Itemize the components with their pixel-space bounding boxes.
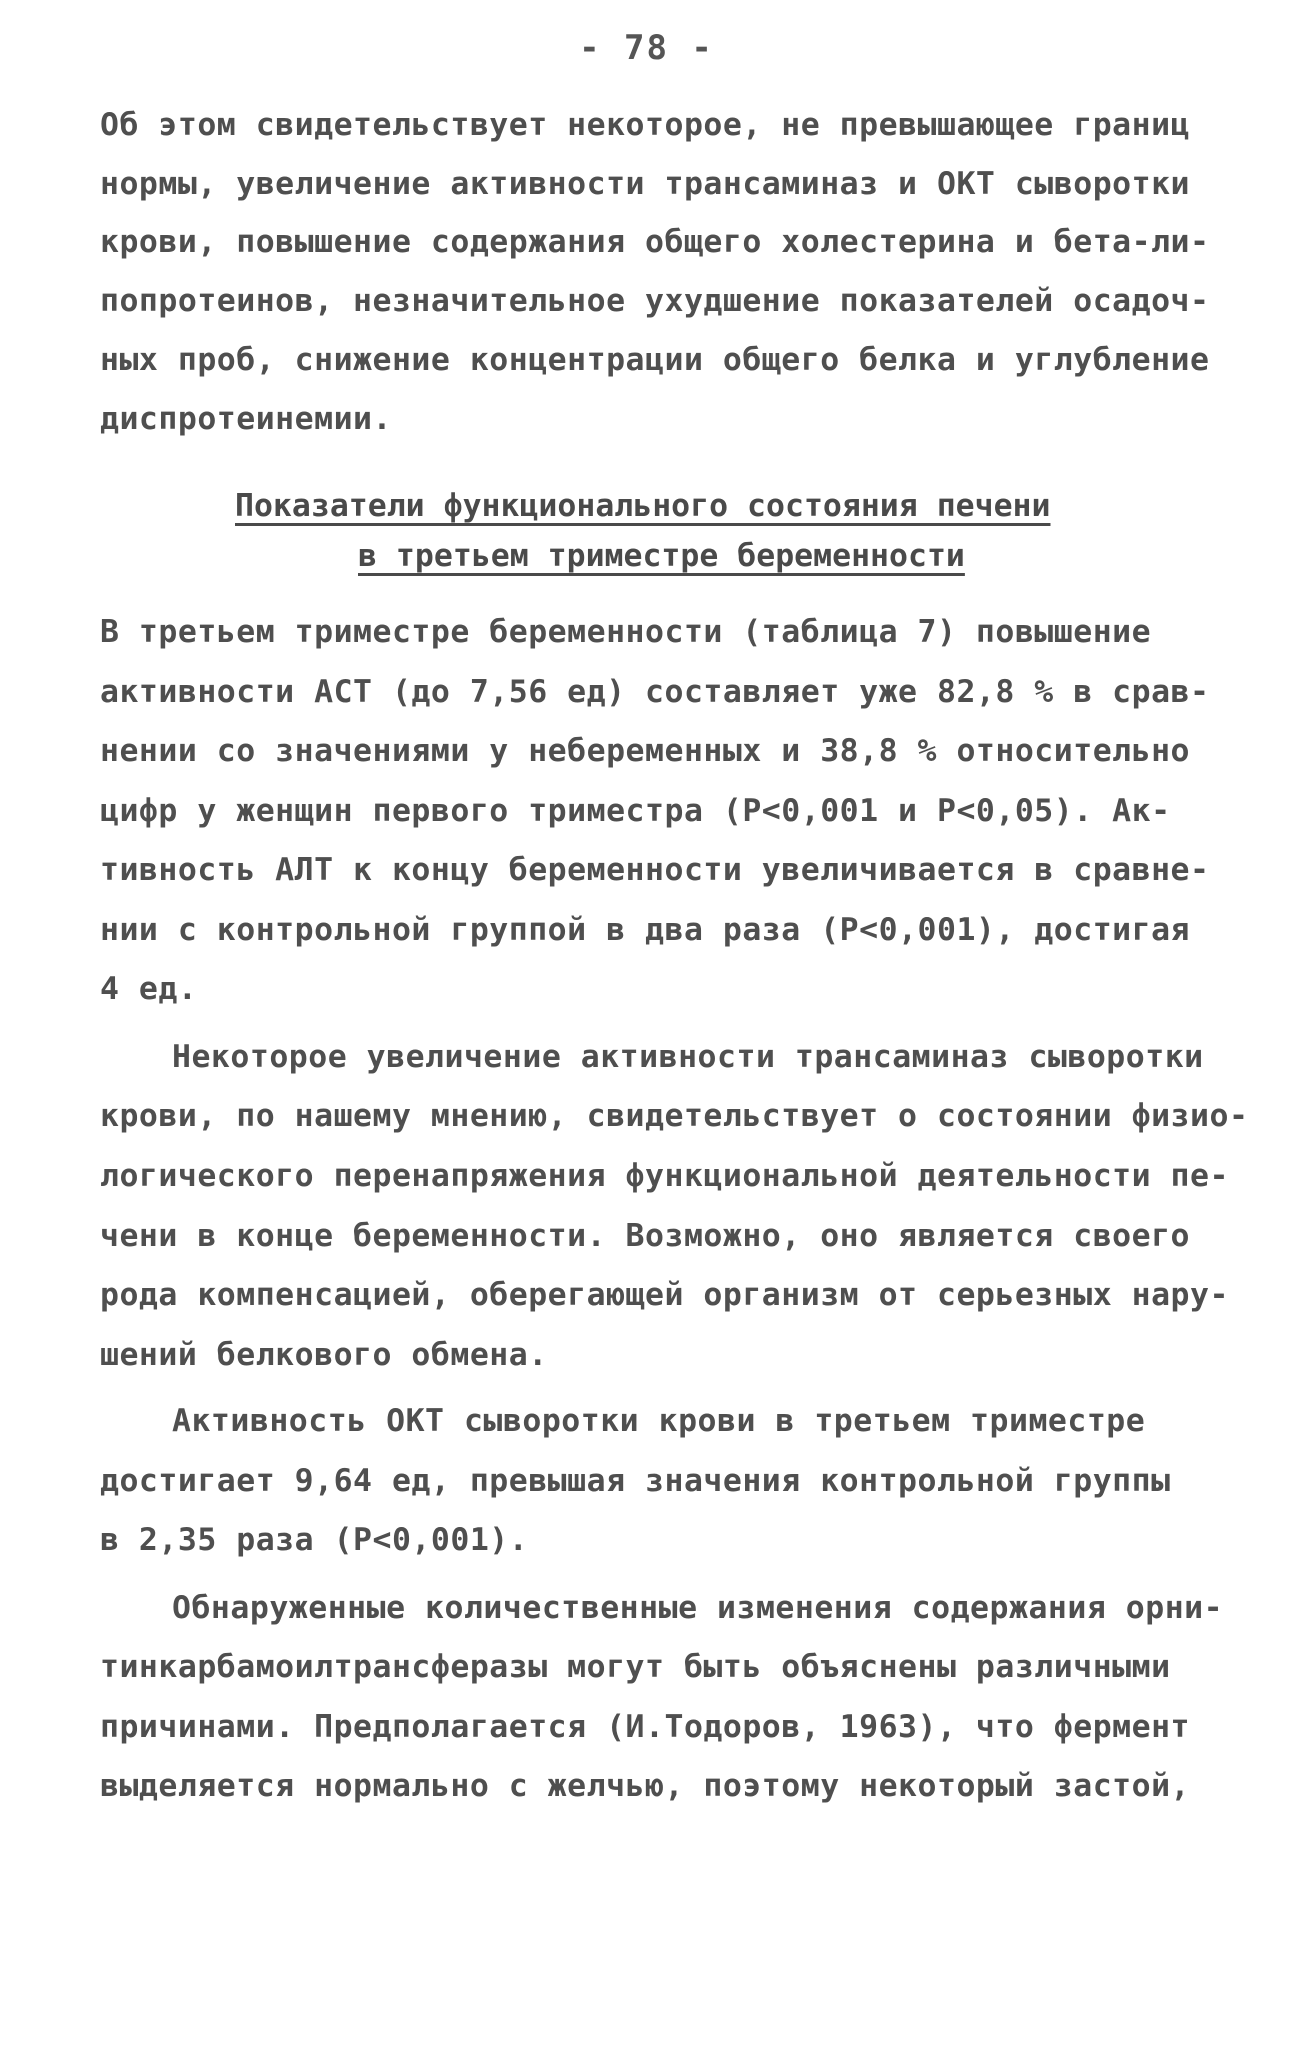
text-line: тивность АЛТ к концу беременности увеличивается в сравне- [100, 852, 1210, 888]
text-line: попротеинов, незначительное ухудшение показателей осадоч- [100, 283, 1210, 319]
text-line: рода компенсацией, оберегающей организм от серьезных нару- [100, 1277, 1229, 1313]
text-line: логического перенапряжения функциональной деятельности пе- [100, 1158, 1229, 1194]
text-line: выделяется нормально с желчью, поэтому некоторый застой, [100, 1768, 1191, 1804]
text-line: крови, по нашему мнению, свидетельствует о состоянии физио- [100, 1098, 1249, 1134]
text-line: ных проб, снижение концентрации общего белка и углубление [100, 342, 1210, 378]
text-line: крови, повышение содержания общего холестерина и бета-ли- [100, 224, 1210, 260]
text-line: нении со значениями у небеременных и 38,8 % относительно [100, 733, 1191, 769]
text-line: шений белкового обмена. [100, 1337, 548, 1373]
text-line: достигает 9,64 ед, превышая значения контрольной группы [100, 1463, 1171, 1499]
text-line: Обнаруженные количественные изменения содержания орни- [172, 1590, 1224, 1626]
heading-line-1: Показатели функционального состояния печени [235, 488, 1051, 524]
page-number: - 78 - [579, 28, 714, 68]
text-line: нормы, увеличение активности трансаминаз и ОКТ сыворотки [100, 166, 1191, 202]
text-line: в 2,35 раза (Р<0,001). [100, 1522, 529, 1558]
text-line: чени в конце беременности. Возможно, оно является своего [100, 1218, 1191, 1254]
text-line: В третьем триместре беременности (таблица 7) повышение [100, 614, 1152, 650]
text-line: тинкарбамоилтрансферазы могут быть объяснены различными [100, 1649, 1171, 1685]
text-line: 4 ед. [100, 971, 198, 1007]
text-line: диспротеинемии. [100, 401, 392, 437]
text-line: цифр у женщин первого триместра (Р<0,001 и Р<0,05). Ак- [100, 793, 1171, 829]
text-line: Активность ОКТ сыворотки крови в третьем триместре [172, 1403, 1146, 1439]
text-line: нии с контрольной группой в два раза (Р<0,001), достигая [100, 912, 1191, 948]
text-line: активности АСТ (до 7,56 ед) составляет уже 82,8 % в срав- [100, 674, 1210, 710]
text-line: причинами. Предполагается (И.Тодоров, 1963), что фермент [100, 1709, 1191, 1745]
text-line: Некоторое увеличение активности трансаминаз сыворотки [172, 1039, 1204, 1075]
text-line: Об этом свидетельствует некоторое, не превышающее границ [100, 107, 1191, 143]
heading-line-2: в третьем триместре беременности [358, 538, 965, 574]
